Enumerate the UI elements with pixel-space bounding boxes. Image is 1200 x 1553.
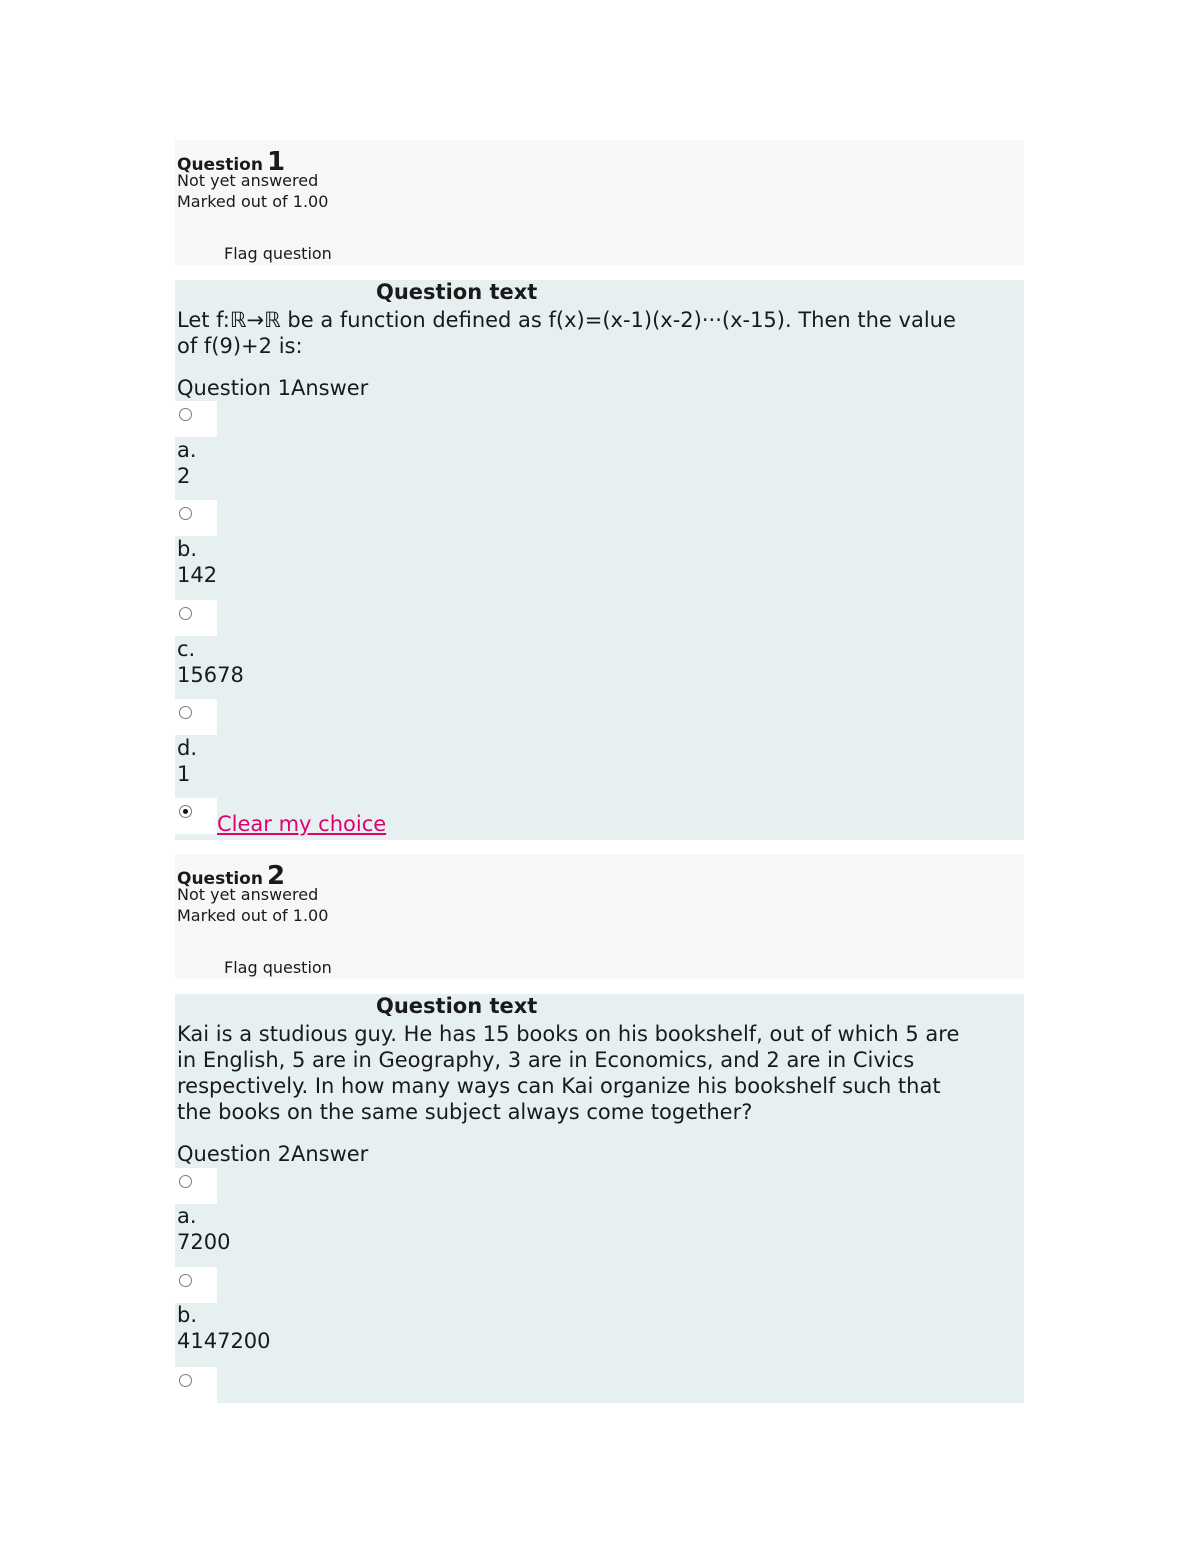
radio-circle-icon[interactable] <box>179 408 192 421</box>
option-a-radio[interactable] <box>175 401 217 437</box>
question-1-flag-button[interactable]: Flag question <box>224 244 332 263</box>
option-c-radio[interactable] <box>175 1367 217 1403</box>
option-a-radio[interactable] <box>175 1168 217 1204</box>
question-1-number: Question 1 <box>177 147 286 177</box>
option-c-radio[interactable] <box>175 600 217 636</box>
radio-circle-icon[interactable] <box>179 1274 192 1287</box>
question-2-number: Question 2 <box>177 861 286 891</box>
radio-circle-icon[interactable] <box>179 607 192 620</box>
question-1-answer-label: Question 1Answer <box>177 376 369 400</box>
option-b-value: 4147200 <box>177 1329 271 1353</box>
question-1-info <box>175 140 1024 265</box>
question-2-info <box>175 854 1024 979</box>
radio-circle-icon[interactable] <box>179 1175 192 1188</box>
question-2-flag-button[interactable]: Flag question <box>224 958 332 977</box>
question-1-state: Not yet answered <box>177 171 319 190</box>
option-b-radio[interactable] <box>175 1267 217 1303</box>
question-2-state: Not yet answered <box>177 885 319 904</box>
question-2-text: Kai is a studious guy. He has 15 books on his bookshelf, out of which 5 are in English, 5 are in Geography, 3 are in Economics, and 2 are in Civics respectively. In how many ways can Kai organize his bookshelf such that the books on the same subject always come together? <box>177 1022 960 1124</box>
question-1-text: Let f:ℝ→ℝ be a function defined as f(x)=(x-1)(x-2)···(x-15). Then the value of f(9)+2 is: <box>177 308 956 358</box>
option-b-letter: b. <box>177 1303 198 1327</box>
radio-circle-icon[interactable] <box>179 1374 192 1387</box>
option-b-letter: b. <box>177 537 198 561</box>
option-a-value: 7200 <box>177 1230 231 1254</box>
question-2-answer-label: Question 2Answer <box>177 1142 369 1166</box>
radio-circle-icon[interactable] <box>179 507 192 520</box>
clear-my-choice-link[interactable]: Clear my choice <box>217 812 387 836</box>
option-a-letter: a. <box>177 438 197 462</box>
option-c-value: 15678 <box>177 663 244 687</box>
question-1-text-heading: Question text <box>376 280 538 304</box>
question-1-content <box>175 280 1024 840</box>
option-d-letter: d. <box>177 736 198 760</box>
option-b-value: 142 <box>177 563 218 587</box>
radio-selected-icon[interactable] <box>179 805 192 818</box>
question-2-content <box>175 994 1024 1403</box>
option-d-radio[interactable] <box>175 699 217 735</box>
question-1-grade: Marked out of 1.00 <box>177 192 329 211</box>
question-2-grade: Marked out of 1.00 <box>177 906 329 925</box>
option-c-letter: c. <box>177 637 196 661</box>
option-a-letter: a. <box>177 1204 197 1228</box>
no-choice-radio[interactable] <box>175 798 217 834</box>
option-a-value: 2 <box>177 464 191 488</box>
radio-circle-icon[interactable] <box>179 706 192 719</box>
option-d-value: 1 <box>177 762 191 786</box>
option-b-radio[interactable] <box>175 500 217 536</box>
question-2-text-heading: Question text <box>376 994 538 1018</box>
